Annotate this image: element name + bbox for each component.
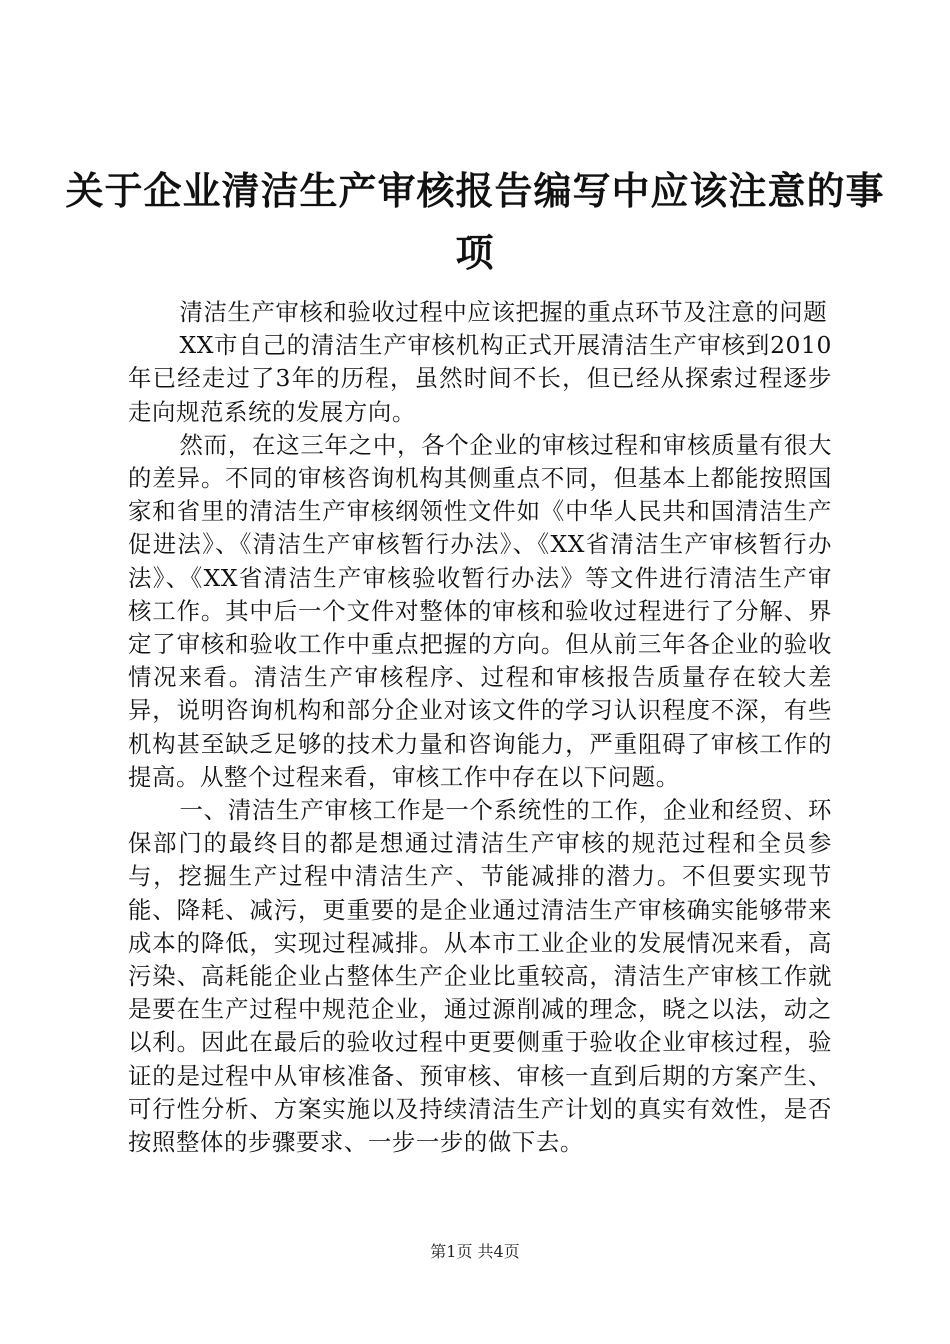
document-title: 关于企业清洁生产审核报告编写中应该注意的事项 (65, 168, 885, 275)
paragraph-differences: 然而，在这三年之中，各个企业的审核过程和审核质量有很大的差异。不同的审核咨询机构其侧重点不同，但基本上都能按照国家和省里的清洁生产审核纲领性文件如《中华人民共和国清洁生产促进法》、《清洁生产审核暂行办法》、《XX省清洁生产审核暂行办法》、《XX省清洁生产审核验收暂行办法》等文件进行清洁生产审核工作。其中后一个文件对整体的审核和验收过程进行了分解、界定了审核和验收工作中重点把握的方向。但从前三年各企业的验收情况来看。清洁生产审核程序、过程和审核报告质量存在较大差异，说明咨询机构和部分企业对该文件的学习认识程度不深，有些机构甚至缺乏足够的技术力量和咨询能力，严重阻碍了审核工作的提高。从整个过程来看，审核工作中存在以下问题。 (128, 430, 832, 791)
paragraph-intro: XX市自己的清洁生产审核机构正式开展清洁生产审核到2010年已经走过了3年的历程，虽然时间不长，但已经从探索过程逐步走向规范系统的发展方向。 (128, 331, 832, 426)
paragraph-issue-one: 一、清洁生产审核工作是一个系统性的工作，企业和经贸、环保部门的最终目的都是想通过清洁生产审核的规范过程和全员参与，挖掘生产过程中清洁生产、节能减排的潜力。不但要实现节能、降耗、减污，更重要的是企业通过清洁生产审核确实能够带来成本的降低，实现过程减排。从本市工业企业的发展情况来看，高污染、高耗能企业占整体生产企业比重较高，清洁生产审核工作就是要在生产过程中规范企业，通过源削减的理念，晓之以法，动之以利。因此在最后的验收过程中更要侧重于验收企业审核过程，验证的是过程中从审核准备、预审核、审核一直到后期的方案产生、可行性分析、方案实施以及持续清洁生产计划的真实有效性，是否按照整体的步骤要求、一步一步的做下去。 (128, 796, 832, 1157)
page-number-footer: 第1页 共4页 (430, 1242, 520, 1261)
paragraph-subtitle: 清洁生产审核和验收过程中应该把握的重点环节及注意的问题 (179, 298, 828, 326)
document-body (128, 296, 832, 1159)
